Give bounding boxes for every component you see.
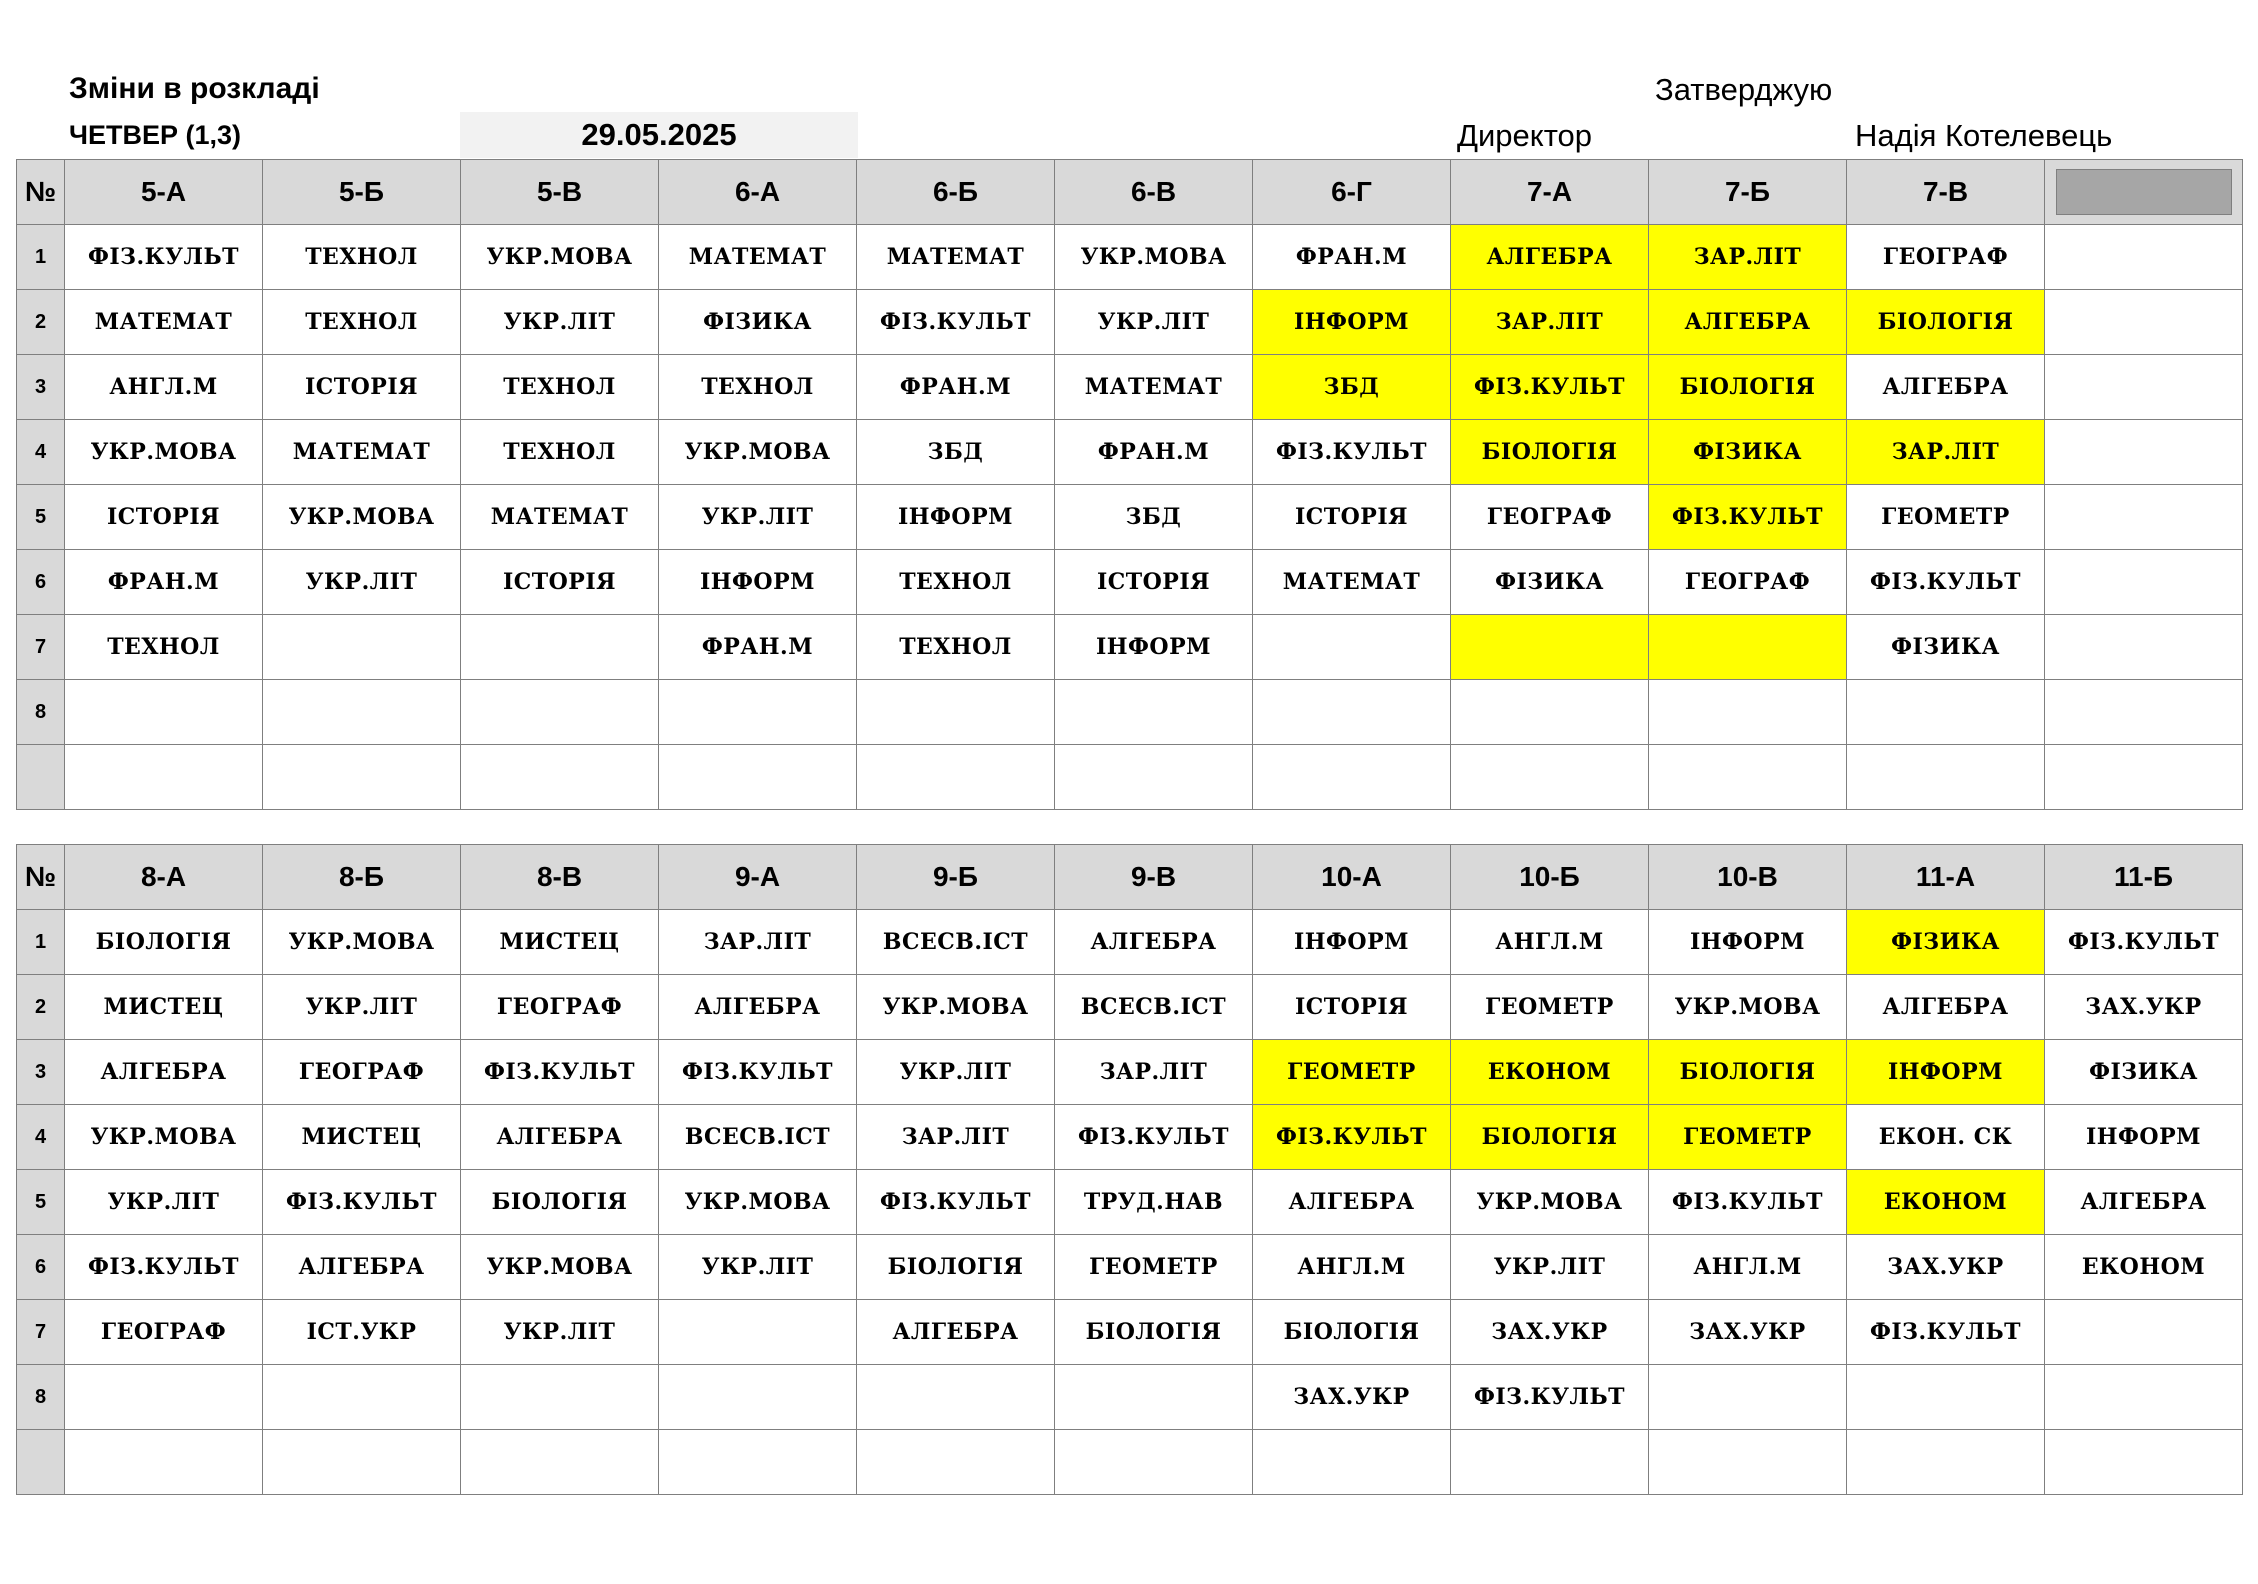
- lesson-cell: ФІЗИКА: [1451, 550, 1649, 615]
- lesson-cell: [65, 1430, 263, 1495]
- lesson-row: [17, 1040, 2243, 1105]
- lesson-cell: АЛГЕБРА: [65, 1040, 263, 1105]
- lesson-cell: АНГЛ.М: [1253, 1235, 1451, 1300]
- lesson-cell: ТЕХНОЛ: [461, 420, 659, 485]
- lesson-row: [17, 1430, 2243, 1495]
- lesson-cell: [857, 1365, 1055, 1430]
- number-header: №: [17, 160, 65, 225]
- lesson-cell: [2045, 550, 2243, 615]
- class-header: 6-Б: [857, 160, 1055, 225]
- changed-lesson-cell: ФІЗИКА: [1649, 420, 1847, 485]
- lesson-cell: [263, 1365, 461, 1430]
- lesson-cell: ГЕОМЕТР: [1055, 1235, 1253, 1300]
- lesson-cell: УКР.ЛІТ: [263, 975, 461, 1040]
- lesson-cell: ВСЕСВ.ІСТ: [1055, 975, 1253, 1040]
- lesson-cell: УКР.МОВА: [461, 225, 659, 290]
- lesson-number: 6: [17, 1235, 65, 1300]
- lesson-cell: [2045, 355, 2243, 420]
- lesson-cell: ФІЗ.КУЛЬТ: [857, 1170, 1055, 1235]
- lesson-cell: УКР.МОВА: [65, 1105, 263, 1170]
- lesson-row: [17, 910, 2243, 975]
- class-header: 11-А: [1847, 845, 2045, 910]
- lesson-cell: ІНФОРМ: [659, 550, 857, 615]
- lesson-cell: БІОЛОГІЯ: [1055, 1300, 1253, 1365]
- lesson-cell: УКР.ЛІТ: [65, 1170, 263, 1235]
- lesson-cell: ЕКОН. СК: [1847, 1105, 2045, 1170]
- lesson-cell: [1253, 680, 1451, 745]
- lesson-cell: УКР.ЛІТ: [1055, 290, 1253, 355]
- lesson-cell: АЛГЕБРА: [1847, 975, 2045, 1040]
- lesson-cell: АНГЛ.М: [1451, 910, 1649, 975]
- lesson-cell: ІНФОРМ: [1649, 910, 1847, 975]
- changed-lesson-cell: ЗАР.ЛІТ: [1649, 225, 1847, 290]
- lesson-cell: УКР.МОВА: [659, 420, 857, 485]
- lesson-cell: [659, 1430, 857, 1495]
- lesson-row: [17, 1170, 2243, 1235]
- lesson-cell: ГЕОМЕТР: [1847, 485, 2045, 550]
- date-field: 29.05.2025: [460, 112, 858, 158]
- lesson-cell: ГЕОГРАФ: [1451, 485, 1649, 550]
- director-label: Директор: [1457, 118, 1593, 153]
- lesson-cell: ГЕОГРАФ: [263, 1040, 461, 1105]
- lesson-cell: МАТЕМАТ: [263, 420, 461, 485]
- lesson-row: [17, 420, 2243, 485]
- lesson-cell: МАТЕМАТ: [857, 225, 1055, 290]
- lesson-cell: ТЕХНОЛ: [263, 290, 461, 355]
- lesson-cell: ГЕОМЕТР: [1451, 975, 1649, 1040]
- lesson-cell: [1649, 745, 1847, 810]
- lesson-cell: [1847, 680, 2045, 745]
- changed-lesson-cell: АЛГЕБРА: [1451, 225, 1649, 290]
- approve-label: Затверджую: [1655, 72, 1833, 107]
- lesson-cell: УКР.ЛІТ: [461, 290, 659, 355]
- lesson-cell: ТРУД.НАВ: [1055, 1170, 1253, 1235]
- changed-lesson-cell: ЗАР.ЛІТ: [1451, 290, 1649, 355]
- lesson-number: 1: [17, 225, 65, 290]
- lesson-cell: УКР.МОВА: [1055, 225, 1253, 290]
- lesson-cell: ТЕХНОЛ: [65, 615, 263, 680]
- changed-lesson-cell: [1451, 615, 1649, 680]
- lesson-number: 5: [17, 1170, 65, 1235]
- lesson-cell: ФІЗ.КУЛЬТ: [461, 1040, 659, 1105]
- class-header: 8-В: [461, 845, 659, 910]
- lesson-cell: [263, 745, 461, 810]
- lesson-number: [17, 745, 65, 810]
- changed-lesson-cell: АЛГЕБРА: [1649, 290, 1847, 355]
- lesson-cell: [1055, 1365, 1253, 1430]
- page-title: Зміни в розкладі: [69, 72, 320, 105]
- changed-lesson-cell: ГЕОМЕТР: [1253, 1040, 1451, 1105]
- lesson-cell: АЛГЕБРА: [2045, 1170, 2243, 1235]
- lesson-cell: УКР.МОВА: [263, 485, 461, 550]
- lesson-cell: [1253, 615, 1451, 680]
- lesson-cell: УКР.МОВА: [263, 910, 461, 975]
- lesson-cell: ФІЗ.КУЛЬТ: [1847, 1300, 2045, 1365]
- lesson-cell: БІОЛОГІЯ: [65, 910, 263, 975]
- lesson-cell: АНГЛ.М: [1649, 1235, 1847, 1300]
- changed-lesson-cell: БІОЛОГІЯ: [1649, 355, 1847, 420]
- lesson-cell: ФІЗ.КУЛЬТ: [1253, 420, 1451, 485]
- lesson-cell: [263, 680, 461, 745]
- class-header: 8-А: [65, 845, 263, 910]
- changed-lesson-cell: ГЕОМЕТР: [1649, 1105, 1847, 1170]
- class-header: 7-А: [1451, 160, 1649, 225]
- class-header: 9-Б: [857, 845, 1055, 910]
- lesson-number: 4: [17, 1105, 65, 1170]
- lesson-row: [17, 615, 2243, 680]
- lesson-cell: ІСТОРІЯ: [65, 485, 263, 550]
- schedule-table-2: [16, 844, 2243, 1495]
- lesson-number: 7: [17, 1300, 65, 1365]
- lesson-cell: [2045, 1430, 2243, 1495]
- changed-lesson-cell: ЗАР.ЛІТ: [1847, 420, 2045, 485]
- class-header: 6-А: [659, 160, 857, 225]
- lesson-cell: АЛГЕБРА: [1055, 910, 1253, 975]
- lesson-cell: МИСТЕЦ: [65, 975, 263, 1040]
- lesson-row: [17, 680, 2243, 745]
- lesson-cell: ІНФОРМ: [1253, 910, 1451, 975]
- class-header: 9-А: [659, 845, 857, 910]
- lesson-cell: АНГЛ.М: [65, 355, 263, 420]
- lesson-cell: ЗАХ.УКР: [2045, 975, 2243, 1040]
- lesson-cell: МАТЕМАТ: [461, 485, 659, 550]
- lesson-cell: [1451, 745, 1649, 810]
- lesson-cell: АЛГЕБРА: [263, 1235, 461, 1300]
- class-header: 5-А: [65, 160, 263, 225]
- lesson-cell: ФІЗ.КУЛЬТ: [659, 1040, 857, 1105]
- gray-placeholder-box: [2056, 169, 2232, 215]
- lesson-cell: [461, 745, 659, 810]
- lesson-cell: [461, 615, 659, 680]
- changed-lesson-cell: ФІЗИКА: [1847, 910, 2045, 975]
- lesson-cell: [1253, 1430, 1451, 1495]
- lesson-cell: [659, 680, 857, 745]
- number-header: №: [17, 845, 65, 910]
- changed-lesson-cell: БІОЛОГІЯ: [1451, 1105, 1649, 1170]
- lesson-cell: [2045, 745, 2243, 810]
- lesson-number: 6: [17, 550, 65, 615]
- changed-lesson-cell: [1649, 615, 1847, 680]
- changed-lesson-cell: ФІЗ.КУЛЬТ: [1253, 1105, 1451, 1170]
- lesson-cell: ЗАР.ЛІТ: [857, 1105, 1055, 1170]
- lesson-cell: ФІЗ.КУЛЬТ: [1649, 1170, 1847, 1235]
- lesson-number: [17, 1430, 65, 1495]
- header-row: [17, 160, 2243, 225]
- lesson-cell: [857, 1430, 1055, 1495]
- lesson-cell: ЗАР.ЛІТ: [659, 910, 857, 975]
- lesson-cell: УКР.ЛІТ: [659, 1235, 857, 1300]
- class-header: 10-А: [1253, 845, 1451, 910]
- lesson-cell: ЗАХ.УКР: [1649, 1300, 1847, 1365]
- lesson-cell: ІСТОРІЯ: [1055, 550, 1253, 615]
- lesson-cell: АЛГЕБРА: [659, 975, 857, 1040]
- lesson-cell: [857, 745, 1055, 810]
- lesson-cell: АЛГЕБРА: [857, 1300, 1055, 1365]
- lesson-cell: [1055, 745, 1253, 810]
- lesson-row: [17, 1300, 2243, 1365]
- lesson-cell: [65, 1365, 263, 1430]
- lesson-row: [17, 290, 2243, 355]
- lesson-cell: ІСТОРІЯ: [461, 550, 659, 615]
- header-row: [17, 845, 2243, 910]
- lesson-number: 2: [17, 975, 65, 1040]
- lesson-cell: ФІЗ.КУЛЬТ: [857, 290, 1055, 355]
- lesson-cell: ФІЗ.КУЛЬТ: [65, 225, 263, 290]
- lesson-cell: [461, 1365, 659, 1430]
- day-subtitle: ЧЕТВЕР (1,3): [69, 120, 242, 150]
- lesson-number: 4: [17, 420, 65, 485]
- lesson-row: [17, 745, 2243, 810]
- lesson-cell: [2045, 680, 2243, 745]
- lesson-number: 3: [17, 1040, 65, 1105]
- lesson-number: 2: [17, 290, 65, 355]
- lesson-cell: ІСТ.УКР: [263, 1300, 461, 1365]
- lesson-cell: ЗБД: [1055, 485, 1253, 550]
- lesson-row: [17, 1235, 2243, 1300]
- lesson-cell: ФРАН.М: [1055, 420, 1253, 485]
- lesson-cell: УКР.ЛІТ: [1451, 1235, 1649, 1300]
- lesson-cell: ФРАН.М: [1253, 225, 1451, 290]
- lesson-cell: ЗАР.ЛІТ: [1055, 1040, 1253, 1105]
- changed-lesson-cell: ЕКОНОМ: [1847, 1170, 2045, 1235]
- lesson-cell: ІСТОРІЯ: [1253, 975, 1451, 1040]
- lesson-cell: ЗБД: [857, 420, 1055, 485]
- lesson-cell: УКР.МОВА: [1649, 975, 1847, 1040]
- changed-lesson-cell: ФІЗ.КУЛЬТ: [1649, 485, 1847, 550]
- lesson-cell: ГЕОГРАФ: [1847, 225, 2045, 290]
- lesson-number: 8: [17, 680, 65, 745]
- lesson-cell: [2045, 1365, 2243, 1430]
- changed-lesson-cell: ІНФОРМ: [1253, 290, 1451, 355]
- lesson-cell: МАТЕМАТ: [659, 225, 857, 290]
- lesson-cell: БІОЛОГІЯ: [1253, 1300, 1451, 1365]
- lesson-cell: ЗАХ.УКР: [1253, 1365, 1451, 1430]
- lesson-cell: УКР.МОВА: [857, 975, 1055, 1040]
- lesson-cell: [1649, 680, 1847, 745]
- lesson-cell: ФІЗ.КУЛЬТ: [2045, 910, 2243, 975]
- lesson-cell: [461, 680, 659, 745]
- lesson-number: 1: [17, 910, 65, 975]
- class-header: 8-Б: [263, 845, 461, 910]
- changed-lesson-cell: ЕКОНОМ: [1451, 1040, 1649, 1105]
- director-name: Надія Котелевець: [1855, 118, 2113, 153]
- lesson-cell: [659, 745, 857, 810]
- lesson-cell: [2045, 420, 2243, 485]
- lesson-cell: УКР.МОВА: [1451, 1170, 1649, 1235]
- lesson-cell: [2045, 290, 2243, 355]
- lesson-cell: ВСЕСВ.ІСТ: [857, 910, 1055, 975]
- lesson-number: 7: [17, 615, 65, 680]
- lesson-cell: БІОЛОГІЯ: [461, 1170, 659, 1235]
- lesson-cell: [1451, 1430, 1649, 1495]
- class-header: 7-Б: [1649, 160, 1847, 225]
- lesson-row: [17, 1365, 2243, 1430]
- lesson-cell: ІСТОРІЯ: [1253, 485, 1451, 550]
- lesson-cell: ГЕОГРАФ: [65, 1300, 263, 1365]
- lesson-cell: ТЕХНОЛ: [263, 225, 461, 290]
- lesson-cell: УКР.ЛІТ: [659, 485, 857, 550]
- lesson-cell: [1649, 1365, 1847, 1430]
- lesson-cell: ЗАХ.УКР: [1847, 1235, 2045, 1300]
- lesson-row: [17, 355, 2243, 420]
- lesson-cell: МАТЕМАТ: [65, 290, 263, 355]
- class-header: 10-В: [1649, 845, 1847, 910]
- class-header: 5-В: [461, 160, 659, 225]
- lesson-cell: ІНФОРМ: [1055, 615, 1253, 680]
- lesson-cell: ФІЗ.КУЛЬТ: [1055, 1105, 1253, 1170]
- lesson-cell: ТЕХНОЛ: [659, 355, 857, 420]
- lesson-cell: УКР.МОВА: [65, 420, 263, 485]
- lesson-cell: [263, 1430, 461, 1495]
- class-header: 6-Г: [1253, 160, 1451, 225]
- lesson-cell: ФРАН.М: [65, 550, 263, 615]
- lesson-cell: ГЕОГРАФ: [1649, 550, 1847, 615]
- lesson-cell: [1847, 1430, 2045, 1495]
- lesson-cell: [1253, 745, 1451, 810]
- lesson-cell: УКР.ЛІТ: [857, 1040, 1055, 1105]
- lesson-cell: ТЕХНОЛ: [857, 550, 1055, 615]
- lesson-cell: АЛГЕБРА: [461, 1105, 659, 1170]
- lesson-cell: УКР.ЛІТ: [461, 1300, 659, 1365]
- lesson-cell: [1847, 745, 2045, 810]
- lesson-cell: [659, 1365, 857, 1430]
- lesson-cell: ФІЗ.КУЛЬТ: [1451, 1365, 1649, 1430]
- changed-lesson-cell: ФІЗ.КУЛЬТ: [1451, 355, 1649, 420]
- class-header: 7-В: [1847, 160, 2045, 225]
- class-header: 11-Б: [2045, 845, 2243, 910]
- lesson-cell: БІОЛОГІЯ: [857, 1235, 1055, 1300]
- lesson-cell: АЛГЕБРА: [1847, 355, 2045, 420]
- lesson-cell: ГЕОГРАФ: [461, 975, 659, 1040]
- lesson-row: [17, 975, 2243, 1040]
- lesson-row: [17, 485, 2243, 550]
- lesson-cell: [65, 680, 263, 745]
- lesson-cell: [1847, 1365, 2045, 1430]
- lesson-cell: МИСТЕЦ: [461, 910, 659, 975]
- lesson-cell: ФІЗ.КУЛЬТ: [1847, 550, 2045, 615]
- class-header: 10-Б: [1451, 845, 1649, 910]
- lesson-cell: МАТЕМАТ: [1055, 355, 1253, 420]
- changed-lesson-cell: БІОЛОГІЯ: [1649, 1040, 1847, 1105]
- lesson-cell: ІНФОРМ: [857, 485, 1055, 550]
- lesson-cell: [65, 745, 263, 810]
- lesson-cell: ВСЕСВ.ІСТ: [659, 1105, 857, 1170]
- lesson-cell: ФІЗ.КУЛЬТ: [65, 1235, 263, 1300]
- lesson-cell: ТЕХНОЛ: [461, 355, 659, 420]
- lesson-cell: [2045, 485, 2243, 550]
- lesson-cell: ФІЗИКА: [1847, 615, 2045, 680]
- lesson-cell: ІНФОРМ: [2045, 1105, 2243, 1170]
- lesson-cell: ТЕХНОЛ: [857, 615, 1055, 680]
- class-header: 5-Б: [263, 160, 461, 225]
- lesson-cell: [263, 615, 461, 680]
- lesson-cell: ФРАН.М: [857, 355, 1055, 420]
- changed-lesson-cell: ІНФОРМ: [1847, 1040, 2045, 1105]
- lesson-cell: УКР.ЛІТ: [263, 550, 461, 615]
- lesson-cell: [2045, 225, 2243, 290]
- changed-lesson-cell: ЗБД: [1253, 355, 1451, 420]
- lesson-cell: ЗАХ.УКР: [1451, 1300, 1649, 1365]
- empty-header-cell: [2045, 160, 2243, 225]
- class-header: 9-В: [1055, 845, 1253, 910]
- lesson-cell: ФІЗ.КУЛЬТ: [263, 1170, 461, 1235]
- lesson-cell: [1055, 680, 1253, 745]
- lesson-cell: [659, 1300, 857, 1365]
- changed-lesson-cell: БІОЛОГІЯ: [1451, 420, 1649, 485]
- lesson-cell: [2045, 1300, 2243, 1365]
- lesson-cell: МИСТЕЦ: [263, 1105, 461, 1170]
- lesson-cell: [1451, 680, 1649, 745]
- class-header: 6-В: [1055, 160, 1253, 225]
- changed-lesson-cell: БІОЛОГІЯ: [1847, 290, 2045, 355]
- lesson-number: 8: [17, 1365, 65, 1430]
- lesson-cell: УКР.МОВА: [461, 1235, 659, 1300]
- schedule-table-1: [16, 159, 2243, 810]
- lesson-row: [17, 1105, 2243, 1170]
- lesson-cell: ЕКОНОМ: [2045, 1235, 2243, 1300]
- lesson-cell: ФРАН.М: [659, 615, 857, 680]
- lesson-cell: [1649, 1430, 1847, 1495]
- lesson-cell: МАТЕМАТ: [1253, 550, 1451, 615]
- lesson-row: [17, 225, 2243, 290]
- lesson-cell: [2045, 615, 2243, 680]
- lesson-cell: [857, 680, 1055, 745]
- lesson-cell: [461, 1430, 659, 1495]
- lesson-number: 5: [17, 485, 65, 550]
- lesson-cell: ФІЗИКА: [2045, 1040, 2243, 1105]
- lesson-row: [17, 550, 2243, 615]
- lesson-cell: АЛГЕБРА: [1253, 1170, 1451, 1235]
- lesson-cell: [1055, 1430, 1253, 1495]
- lesson-number: 3: [17, 355, 65, 420]
- lesson-cell: ФІЗИКА: [659, 290, 857, 355]
- lesson-cell: УКР.МОВА: [659, 1170, 857, 1235]
- lesson-cell: ІСТОРІЯ: [263, 355, 461, 420]
